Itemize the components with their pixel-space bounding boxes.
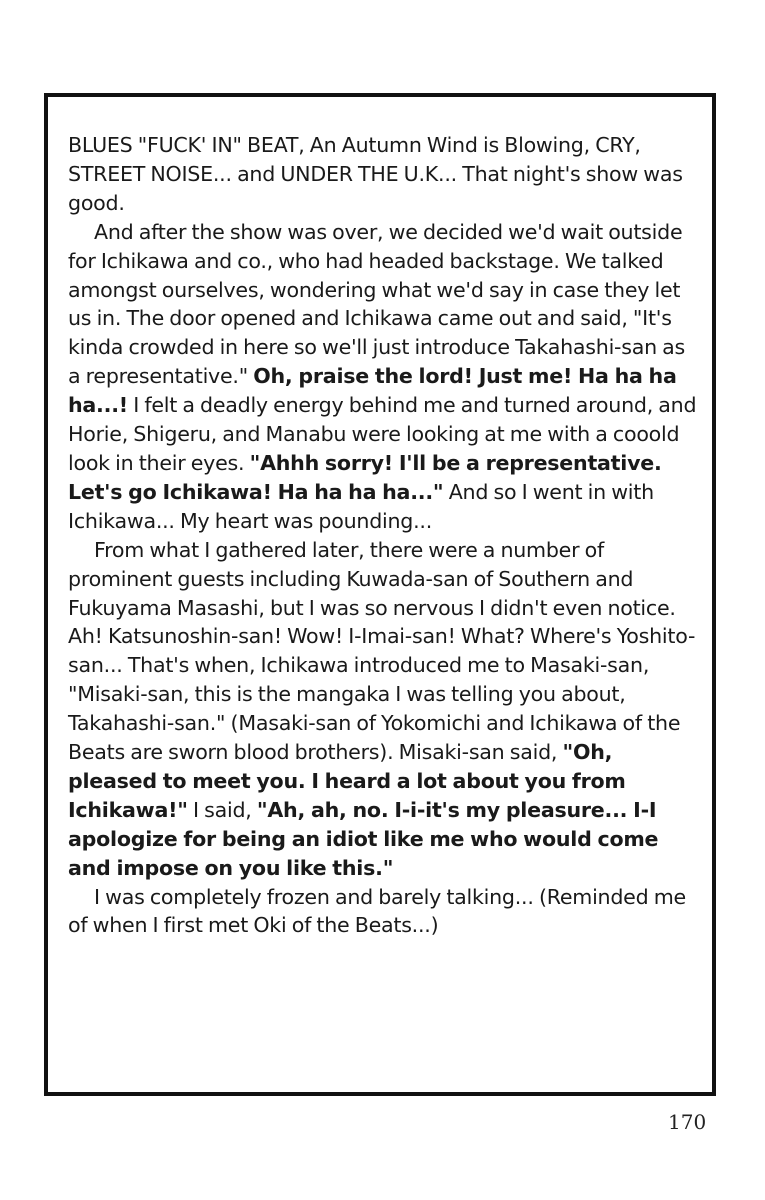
text-run: I said, bbox=[187, 797, 257, 822]
text-run: I was completely frozen and barely talking... (Reminded me of when I first met Oki of the Beats...) bbox=[68, 884, 686, 938]
text-run: And so I went in with Ichikawa... My heart was pounding... bbox=[68, 479, 654, 533]
paragraph-3 bbox=[68, 536, 698, 883]
paragraph-4 bbox=[68, 883, 698, 941]
bold-text-run: "Ah, ah, no. I-i-it's my pleasure... I-I apologize for being an idiot like me who would come and impose on you like this." bbox=[68, 797, 659, 880]
text-box bbox=[44, 93, 716, 1096]
text-run: From what I gathered later, there were a number of prominent guests including Kuwada-san of Southern and Fukuyama Masashi, but I was so nervous I didn't even notice. Ah! Katsunoshin-san! Wow! I-Imai-san! What? Where's Yoshito-san... That's when, Ichikawa introduced me to Masaki-san, "Misaki-san, this is the mangaka I was telling you about, Takahashi-san." (Masaki-san of Yokomichi and Ichikawa of the Beats are sworn blood brothers). Misaki-san said, bbox=[68, 537, 696, 765]
text-run: BLUES "FUCK' IN" BEAT, An Autumn Wind is Blowing, CRY, STREET NOISE... and UNDER THE U.K... That night's show was good. bbox=[68, 133, 683, 215]
page-number: 170 bbox=[668, 1110, 707, 1134]
text-run: And after the show was over, we decided we'd wait outside for Ichikawa and co., who had headed backstage. We talked amongst ourselves, wondering what we'd say in case they let us in. The door opened and Ichikawa came out and said, "It's kinda crowded in here so we'll just introduce Takahashi-san as a representative." bbox=[68, 219, 686, 389]
text-run: I felt a deadly energy behind me and turned around, and Horie, Shigeru, and Manabu were looking at me with a cooold look in their eyes. bbox=[68, 393, 697, 475]
paragraph-1 bbox=[68, 131, 698, 218]
bold-text-run: "Ahhh sorry! I'll be a representative. Let's go Ichikawa! Ha ha ha ha..." bbox=[68, 450, 662, 504]
bold-text-run: Oh, praise the lord! Just me! Ha ha ha ha...! bbox=[68, 364, 677, 418]
bold-text-run: "Oh, pleased to meet you. I heard a lot about you from Ichikawa!" bbox=[68, 740, 626, 822]
paragraph-2 bbox=[68, 218, 698, 536]
